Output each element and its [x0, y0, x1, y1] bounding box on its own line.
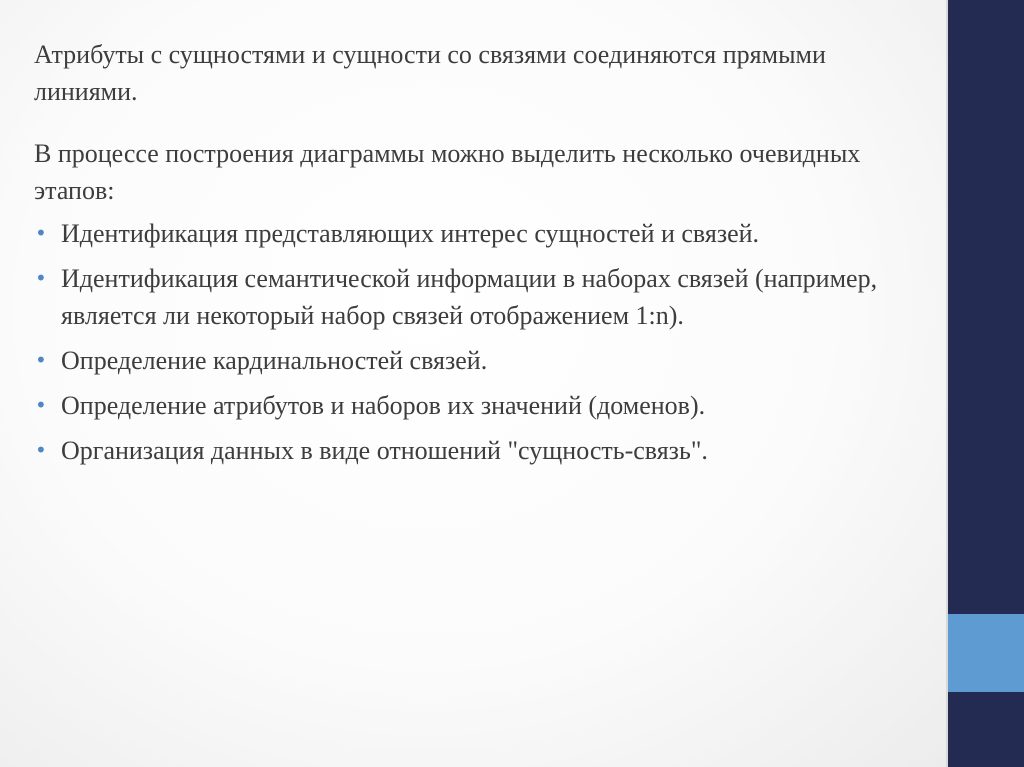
- list-item: [34, 342, 914, 379]
- list-item-text: Определение атрибутов и наборов их значений (доменов).: [61, 391, 706, 420]
- list-item: [34, 215, 914, 252]
- stages-list: [34, 215, 914, 469]
- bullet-icon: •: [35, 348, 47, 372]
- list-item-text: Идентификация представляющих интерес сущностей и связей.: [61, 219, 760, 248]
- bullet-icon: •: [35, 221, 47, 245]
- list-item-text: Определение кардинальностей связей.: [61, 346, 488, 375]
- paragraph-connections: Атрибуты с сущностями и сущности со связями соединяются прямыми линиями.: [34, 40, 826, 106]
- bullet-icon: •: [35, 266, 47, 290]
- bullet-icon: •: [35, 438, 47, 462]
- side-decor-accent: [948, 614, 1024, 692]
- bullet-icon: •: [35, 393, 47, 417]
- list-item: [34, 260, 914, 334]
- list-item: [34, 432, 914, 469]
- list-item-text: Идентификация семантической информации в наборах связей (например, является ли некоторый набор связей отображением 1:n).: [61, 264, 878, 330]
- paragraph-stages-intro: В процессе построения диаграммы можно выделить несколько очевидных этапов:: [34, 139, 861, 205]
- list-item-text: Организация данных в виде отношений "сущность-связь".: [61, 436, 708, 465]
- slide-content: [34, 36, 914, 477]
- list-item: [34, 387, 914, 424]
